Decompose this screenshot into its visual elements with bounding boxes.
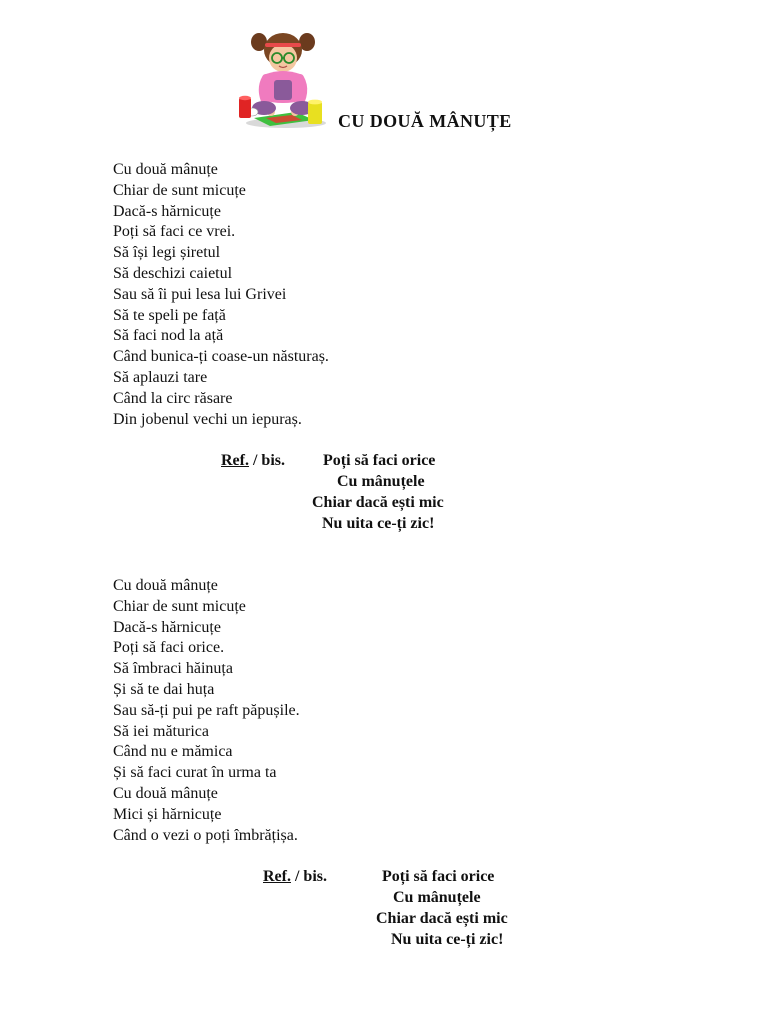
refrain-suffix: / bis. [290, 868, 327, 885]
refrain-line: Chiar dacă ești mic [312, 494, 444, 511]
refrain-line: Nu uita ce-ți zic! [391, 931, 504, 948]
verse-line: Când nu e mămica [113, 743, 233, 761]
verse-line: Cu două mânuțe [113, 161, 218, 178]
verse-line: Poți să faci orice. [113, 639, 225, 657]
verse-line: Dacă-s hărnicuțe [113, 618, 221, 636]
refrain-ref-word: Ref. [263, 868, 291, 885]
verse-line: Să își legi șiretul [113, 244, 221, 262]
refrain-line: Cu mânuțele [337, 473, 425, 490]
verse-line: Când bunica-ți coase-un năsturaș. [113, 348, 329, 366]
verse-line: Poți să faci ce vrei. [113, 223, 236, 241]
refrain-line: Chiar dacă ești mic [376, 910, 508, 927]
verse-line: Din jobenul vechi un iepuraș. [113, 410, 302, 428]
verse-2 [113, 576, 300, 846]
verse-line: Și să faci curat în urma ta [113, 764, 277, 782]
verse-line: Și să te dai huța [113, 680, 215, 698]
verse-line: Sau să îi pui lesa lui Grivei [113, 285, 287, 303]
refrain-2 [0, 867, 768, 957]
verse-line: Să deschizi caietul [113, 264, 233, 282]
verse-line: Când o vezi o poți îmbrățișa. [113, 826, 298, 844]
verse-line: Să îmbraci hăinuța [113, 660, 233, 678]
verse-line: Mici și hărnicuțe [113, 805, 222, 823]
verse-line: Să faci nod la ață [113, 327, 224, 345]
refrain-ref-word: Ref. [221, 452, 249, 469]
verse-line: Să aplauzi tare [113, 368, 208, 386]
verse-line: Sau să-ți pui pe raft păpușile. [113, 701, 300, 719]
verse-line: Chiar de sunt micuțe [113, 181, 246, 199]
refrain-line: Nu uita ce-ți zic! [322, 515, 435, 532]
refrain-line: Cu mânuțele [393, 889, 481, 906]
verse-line: Să iei măturica [113, 722, 209, 740]
child-playing-with-paint-icon [236, 26, 330, 130]
verse-line: Dacă-s hărnicuțe [113, 202, 221, 220]
verse-line: Cu două mânuțe [113, 577, 218, 594]
verse-line: Chiar de sunt micuțe [113, 597, 246, 615]
refrain-1 [0, 451, 768, 541]
verse-1 [113, 160, 329, 430]
verse-line: Cu două mânuțe [113, 784, 218, 802]
page-title: CU DOUĂ MÂNUȚE [338, 111, 512, 131]
verse-line: Când la circ răsare [113, 389, 233, 407]
refrain-line: Poți să faci orice [323, 452, 436, 469]
refrain-suffix: / bis. [248, 452, 285, 469]
refrain-line: Poți să faci orice [382, 868, 495, 885]
verse-line: Să te speli pe față [113, 306, 226, 324]
